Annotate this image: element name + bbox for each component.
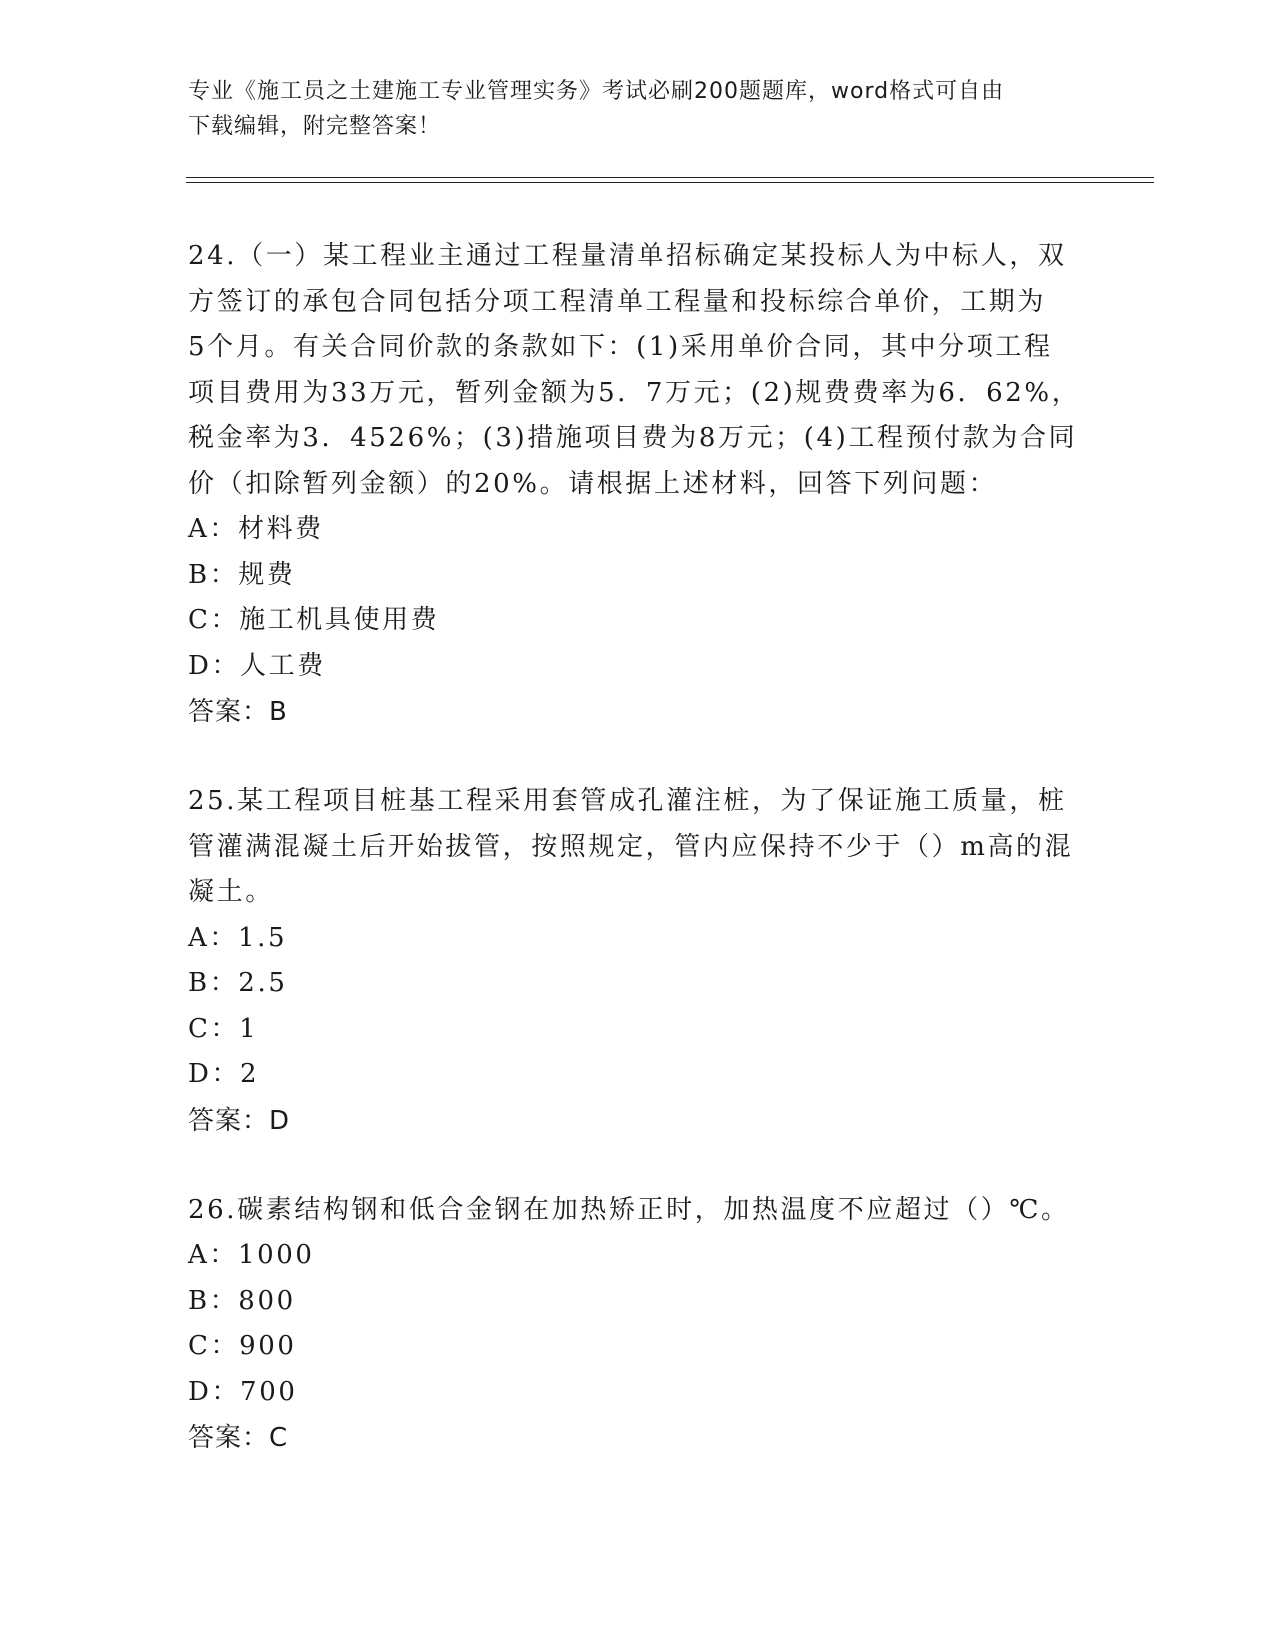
question-25: [188, 779, 1088, 1144]
answer: 答案：D: [188, 1105, 291, 1136]
document-header: [188, 74, 1068, 144]
option-b: B：2.5: [188, 968, 288, 998]
option-b: B：800: [188, 1285, 296, 1316]
option-b: B：规费: [188, 559, 296, 590]
header-divider-bottom: [186, 182, 1154, 183]
question-24: [188, 234, 1088, 735]
question-text: 25.某工程项目桩基工程采用套管成孔灌注桩，为了保证施工质量，桩 管灌满混凝土后开始拔管，按照规定，管内应保持不少于（）m高的混 凝土。: [188, 786, 1074, 907]
option-c: C：施工机具使用费: [188, 605, 440, 635]
question-list: [188, 234, 1088, 1505]
header-line-1: 专业《施工员之土建施工专业管理实务》考试必刷200题题库，word格式可自由: [188, 79, 1005, 104]
option-d: D：2: [188, 1059, 260, 1089]
option-a: A：材料费: [188, 514, 324, 544]
option-a: A：1000: [188, 1240, 315, 1270]
question-26: [188, 1188, 1088, 1462]
answer: 答案：C: [188, 1423, 289, 1453]
header-line-2: 下载编辑，附完整答案！: [188, 114, 442, 139]
answer: 答案：B: [188, 697, 288, 727]
option-c: C：900: [188, 1331, 297, 1361]
question-text: 26.碳素结构钢和低合金钢在加热矫正时，加热温度不应超过（）℃。: [188, 1194, 1070, 1225]
option-c: C：1: [188, 1013, 259, 1044]
option-d: D：人工费: [188, 650, 326, 681]
header-divider-top: [186, 177, 1154, 178]
option-a: A：1.5: [188, 922, 288, 953]
option-d: D：700: [188, 1376, 298, 1407]
question-text: 24.（一）某工程业主通过工程量清单招标确定某投标人为中标人，双 方签订的承包合同包括分项工程清单工程量和投标综合单价，工期为 5个月。有关合同价款的条款如下：(1)采用单价合同，其中分项工程 项目费用为33万元，暂列金额为5．7万元；(2)规费费率为6．62%， 税金率为3．4526%；(3)措施项目费为8万元；(4)工程预付款为合同 价（扣除暂列金额）的20%。请根据上述材料，回答下列问题：: [188, 241, 1081, 499]
